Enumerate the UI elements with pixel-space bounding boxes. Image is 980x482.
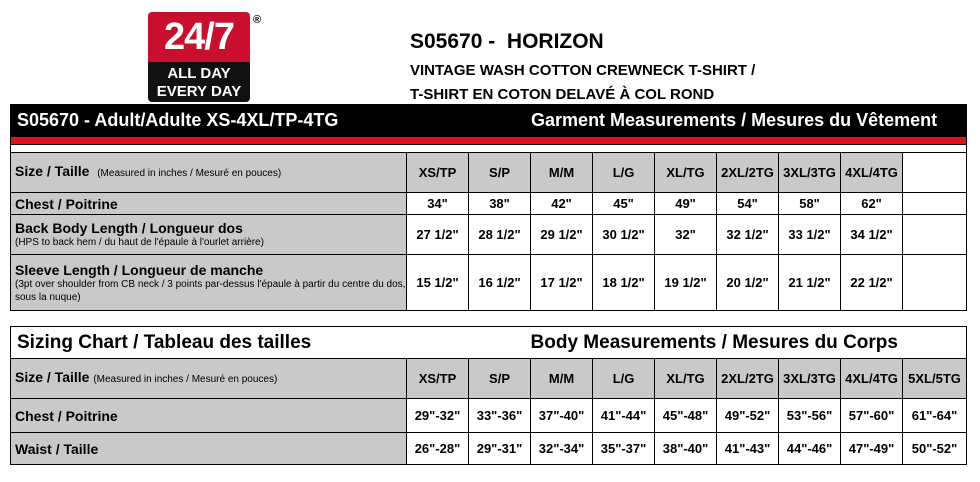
- value-cell: 17 1/2": [531, 255, 593, 311]
- value-cell: 50"-52": [903, 433, 967, 465]
- value-cell: 29"-32": [407, 399, 469, 433]
- value-cell: 44"-46": [779, 433, 841, 465]
- value-cell: 32": [655, 215, 717, 255]
- size-header-cell: S/P: [469, 153, 531, 193]
- garment-band-right: Garment Measurements / Mesures du Vêtement: [531, 105, 967, 137]
- value-cell: 20 1/2": [717, 255, 779, 311]
- value-cell: 41"-43": [717, 433, 779, 465]
- size-header-cell: 2XL/2TG: [717, 153, 779, 193]
- value-cell-empty: [903, 255, 967, 311]
- value-cell: 54": [717, 193, 779, 215]
- value-cell: 29 1/2": [531, 215, 593, 255]
- table-row: [11, 433, 967, 465]
- value-cell: 41"-44": [593, 399, 655, 433]
- size-header-cell: 4XL/4TG: [841, 359, 903, 399]
- body-size-header-row: [11, 359, 967, 399]
- value-cell: 62": [841, 193, 903, 215]
- logo-tagline: [148, 62, 250, 102]
- garment-measurements-table: [10, 104, 967, 311]
- size-header-cell: L/G: [593, 359, 655, 399]
- value-cell: 33"-36": [469, 399, 531, 433]
- body-title-band: [11, 327, 967, 359]
- size-header-cell-empty: [903, 153, 967, 193]
- product-subtitle-fr: T-SHIRT EN COTON DELAVÉ À COL ROND: [410, 86, 715, 103]
- garment-size-label: Size / Taille (Measured in inches / Mesuré en pouces): [11, 153, 407, 193]
- row-note: (3pt over shoulder from CB neck / 3 points par-dessus l'épaule à partir du centre du dos, sous la nuque): [15, 278, 406, 303]
- body-band-right: Body Measurements / Mesures du Corps: [531, 327, 967, 359]
- value-cell: 18 1/2": [593, 255, 655, 311]
- size-header-cell: M/M: [531, 359, 593, 399]
- table-row: [11, 193, 967, 215]
- size-header-cell: S/P: [469, 359, 531, 399]
- body-band-left: Sizing Chart / Tableau des tailles: [11, 327, 531, 359]
- size-header-cell: 5XL/5TG: [903, 359, 967, 399]
- garment-title-band: [11, 105, 967, 137]
- value-cell: 34": [407, 193, 469, 215]
- size-header-cell: XS/TP: [407, 153, 469, 193]
- row-label: Waist / Taille: [11, 433, 407, 465]
- size-header-cell: L/G: [593, 153, 655, 193]
- value-cell: 32 1/2": [717, 215, 779, 255]
- value-cell-empty: [903, 215, 967, 255]
- garment-band-left: S05670 - Adult/Adulte XS-4XL/TP-4TG: [11, 105, 531, 137]
- row-label: Chest / Poitrine: [11, 193, 407, 215]
- row-label: Back Body Length / Longueur dos (HPS to back hem / du haut de l'épaule à l'ourlet arrière): [11, 215, 407, 255]
- row-label: Chest / Poitrine: [11, 399, 407, 433]
- product-title: S05670 - HORIZON: [410, 30, 604, 53]
- table-row: [11, 255, 967, 311]
- value-cell: 34 1/2": [841, 215, 903, 255]
- value-cell: 38": [469, 193, 531, 215]
- value-cell: 22 1/2": [841, 255, 903, 311]
- logo-tagline-line2: EVERY DAY: [156, 83, 242, 100]
- value-cell: 35"-37": [593, 433, 655, 465]
- value-cell: 19 1/2": [655, 255, 717, 311]
- value-cell: 47"-49": [841, 433, 903, 465]
- row-note: (HPS to back hem / du haut de l'épaule à l'ourlet arrière): [15, 237, 264, 248]
- value-cell: 53"-56": [779, 399, 841, 433]
- value-cell: 28 1/2": [469, 215, 531, 255]
- value-cell: 32"-34": [531, 433, 593, 465]
- size-header-cell: XL/TG: [655, 153, 717, 193]
- logo-text-247: 24/7: [148, 12, 250, 62]
- registered-mark: ®: [253, 14, 262, 26]
- value-cell: 38"-40": [655, 433, 717, 465]
- value-cell: 45"-48": [655, 399, 717, 433]
- size-header-cell: 4XL/4TG: [841, 153, 903, 193]
- size-header-cell: 3XL/3TG: [779, 359, 841, 399]
- value-cell: 49": [655, 193, 717, 215]
- product-subtitle-en: VINTAGE WASH COTTON CREWNECK T-SHIRT /: [410, 62, 756, 79]
- value-cell: 33 1/2": [779, 215, 841, 255]
- value-cell: 15 1/2": [407, 255, 469, 311]
- garment-size-header-row: [11, 153, 967, 193]
- value-cell: 37"-40": [531, 399, 593, 433]
- value-cell: 45": [593, 193, 655, 215]
- value-cell: 49"-52": [717, 399, 779, 433]
- value-cell: 30 1/2": [593, 215, 655, 255]
- value-cell: 27 1/2": [407, 215, 469, 255]
- size-header-cell: XL/TG: [655, 359, 717, 399]
- size-header-cell: 2XL/2TG: [717, 359, 779, 399]
- size-header-cell: M/M: [531, 153, 593, 193]
- value-cell: 42": [531, 193, 593, 215]
- value-cell: 29"-31": [469, 433, 531, 465]
- value-cell: 21 1/2": [779, 255, 841, 311]
- brand-logo: [148, 12, 250, 102]
- logo-tagline-line1: ALL DAY: [167, 65, 231, 82]
- body-measurements-table: [10, 326, 967, 465]
- value-cell: 16 1/2": [469, 255, 531, 311]
- red-stripe: [11, 137, 967, 145]
- table-row: [11, 399, 967, 433]
- size-header-cell: XS/TP: [407, 359, 469, 399]
- size-header-cell: 3XL/3TG: [779, 153, 841, 193]
- value-cell-empty: [903, 193, 967, 215]
- body-size-label: Size / Taille (Measured in inches / Mesuré en pouces): [11, 359, 407, 399]
- value-cell: 58": [779, 193, 841, 215]
- value-cell: 26"-28": [407, 433, 469, 465]
- table-row: [11, 215, 967, 255]
- value-cell: 61"-64": [903, 399, 967, 433]
- row-label: Sleeve Length / Longueur de manche (3pt over shoulder from CB neck / 3 points par-dessus l'épaule à partir du centre du dos, sous la nuque): [11, 255, 407, 311]
- value-cell: 57"-60": [841, 399, 903, 433]
